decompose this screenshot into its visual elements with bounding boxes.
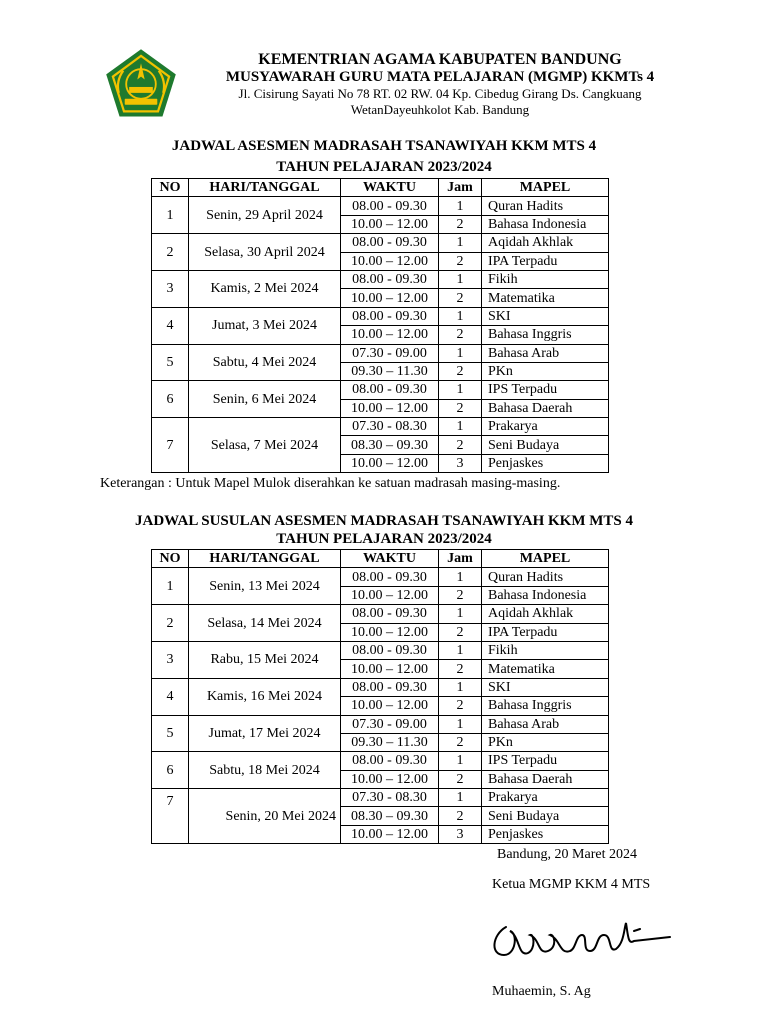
cell-jam: 1	[439, 197, 482, 215]
header-mgmp: MUSYAWARAH GURU MATA PELAJARAN (MGMP) KKMTs 4	[225, 69, 655, 85]
cell-time: 10.00 – 12.00	[341, 215, 439, 233]
cell-date: Jumat, 3 Mei 2024	[189, 307, 341, 344]
cell-mapel: Penjaskes	[482, 454, 609, 472]
col-header-no: NO	[152, 179, 189, 197]
cell-jam: 2	[439, 807, 482, 825]
cell-time: 08.00 - 09.30	[341, 381, 439, 399]
cell-jam: 2	[439, 399, 482, 417]
col-header-time: WAKTU	[341, 179, 439, 197]
table-row	[152, 641, 609, 659]
schedule2-table	[151, 549, 609, 844]
col-header-jam: Jam	[439, 550, 482, 568]
cell-mapel: Bahasa Inggris	[482, 326, 609, 344]
col-header-mapel: MAPEL	[482, 550, 609, 568]
cell-date: Senin, 20 Mei 2024	[189, 789, 341, 844]
cell-no: 1	[152, 568, 189, 605]
cell-mapel: SKI	[482, 678, 609, 696]
cell-mapel: Prakarya	[482, 418, 609, 436]
table-row	[152, 715, 609, 733]
handwritten-signature	[484, 905, 674, 965]
cell-mapel: Bahasa Inggris	[482, 697, 609, 715]
cell-mapel: PKn	[482, 362, 609, 380]
cell-mapel: Matematika	[482, 289, 609, 307]
cell-mapel: IPA Terpadu	[482, 252, 609, 270]
schedule1-title: JADWAL ASESMEN MADRASAH TSANAWIYAH KKM MTS 4	[171, 138, 597, 154]
cell-mapel: IPS Terpadu	[482, 381, 609, 399]
cell-jam: 2	[439, 623, 482, 641]
cell-no: 6	[152, 752, 189, 789]
table-row	[152, 197, 609, 215]
header-address-city: WetanDayeuhkolot Kab. Bandung	[350, 102, 530, 117]
table-row	[152, 418, 609, 436]
cell-no: 6	[152, 381, 189, 418]
cell-jam: 2	[439, 770, 482, 788]
cell-time: 07.30 - 09.00	[341, 344, 439, 362]
cell-mapel: Aqidah Akhlak	[482, 234, 609, 252]
cell-mapel: Aqidah Akhlak	[482, 605, 609, 623]
cell-no: 7	[152, 789, 189, 844]
table-row	[152, 752, 609, 770]
cell-time: 10.00 – 12.00	[341, 399, 439, 417]
cell-date: Selasa, 7 Mei 2024	[189, 418, 341, 473]
cell-time: 10.00 – 12.00	[341, 252, 439, 270]
col-header-jam: Jam	[439, 179, 482, 197]
cell-jam: 1	[439, 344, 482, 362]
cell-date: Selasa, 30 April 2024	[189, 234, 341, 271]
cell-time: 07.30 - 09.00	[341, 715, 439, 733]
cell-mapel: Bahasa Daerah	[482, 770, 609, 788]
cell-time: 08.00 - 09.30	[341, 641, 439, 659]
table-row	[152, 789, 609, 807]
cell-jam: 1	[439, 641, 482, 659]
cell-jam: 1	[439, 568, 482, 586]
cell-no: 7	[152, 418, 189, 473]
table-row	[152, 270, 609, 288]
cell-mapel: Bahasa Arab	[482, 715, 609, 733]
cell-time: 08.00 - 09.30	[341, 568, 439, 586]
table-row	[152, 234, 609, 252]
cell-mapel: Bahasa Indonesia	[482, 215, 609, 233]
cell-no: 1	[152, 197, 189, 234]
col-header-date: HARI/TANGGAL	[189, 179, 341, 197]
cell-time: 10.00 – 12.00	[341, 623, 439, 641]
cell-jam: 2	[439, 326, 482, 344]
table-row	[152, 344, 609, 362]
table-row	[152, 307, 609, 325]
cell-time: 08.00 - 09.30	[341, 605, 439, 623]
cell-jam: 2	[439, 215, 482, 233]
cell-jam: 3	[439, 454, 482, 472]
cell-jam: 2	[439, 733, 482, 751]
cell-no: 3	[152, 270, 189, 307]
cell-jam: 1	[439, 381, 482, 399]
cell-date: Kamis, 2 Mei 2024	[189, 270, 341, 307]
cell-time: 08.00 - 09.30	[341, 307, 439, 325]
cell-time: 08.00 - 09.30	[341, 234, 439, 252]
schedule2-year: TAHUN PELAJARAN 2023/2024	[276, 531, 492, 547]
cell-time: 07.30 - 08.30	[341, 789, 439, 807]
cell-jam: 2	[439, 436, 482, 454]
cell-jam: 2	[439, 252, 482, 270]
cell-no: 5	[152, 715, 189, 752]
cell-time: 10.00 – 12.00	[341, 289, 439, 307]
cell-date: Senin, 29 April 2024	[189, 197, 341, 234]
cell-no: 4	[152, 678, 189, 715]
table-row	[152, 678, 609, 696]
cell-date: Senin, 6 Mei 2024	[189, 381, 341, 418]
schedule2-title: JADWAL SUSULAN ASESMEN MADRASAH TSANAWIYAH KKM MTS 4	[134, 513, 633, 529]
cell-time: 08.00 - 09.30	[341, 752, 439, 770]
cell-mapel: Seni Budaya	[482, 436, 609, 454]
cell-time: 07.30 - 08.30	[341, 418, 439, 436]
cell-date: Sabtu, 18 Mei 2024	[189, 752, 341, 789]
cell-time: 10.00 – 12.00	[341, 660, 439, 678]
cell-jam: 1	[439, 307, 482, 325]
cell-jam: 1	[439, 715, 482, 733]
signature-place-date: Bandung, 20 Maret 2024	[497, 847, 637, 862]
cell-time: 10.00 – 12.00	[341, 697, 439, 715]
cell-mapel: IPS Terpadu	[482, 752, 609, 770]
cell-time: 08.00 - 09.30	[341, 270, 439, 288]
signature-position: Ketua MGMP KKM 4 MTS	[492, 877, 651, 892]
cell-time: 10.00 – 12.00	[341, 770, 439, 788]
cell-date: Kamis, 16 Mei 2024	[189, 678, 341, 715]
cell-mapel: Fikih	[482, 270, 609, 288]
cell-mapel: Seni Budaya	[482, 807, 609, 825]
cell-mapel: Bahasa Arab	[482, 344, 609, 362]
cell-mapel: Penjaskes	[482, 825, 609, 843]
cell-date: Senin, 13 Mei 2024	[189, 568, 341, 605]
cell-jam: 2	[439, 586, 482, 604]
cell-jam: 1	[439, 418, 482, 436]
cell-date: Selasa, 14 Mei 2024	[189, 605, 341, 642]
cell-jam: 1	[439, 678, 482, 696]
signature-name: Muhaemin, S. Ag	[492, 984, 591, 999]
cell-jam: 3	[439, 825, 482, 843]
cell-jam: 2	[439, 362, 482, 380]
cell-time: 10.00 – 12.00	[341, 825, 439, 843]
cell-mapel: Bahasa Indonesia	[482, 586, 609, 604]
cell-jam: 1	[439, 270, 482, 288]
cell-mapel: Matematika	[482, 660, 609, 678]
cell-mapel: IPA Terpadu	[482, 623, 609, 641]
schedule1-year: TAHUN PELAJARAN 2023/2024	[276, 159, 492, 175]
cell-mapel: Bahasa Daerah	[482, 399, 609, 417]
note-text: Keterangan : Untuk Mapel Mulok diserahkan ke satuan madrasah masing-masing.	[100, 476, 561, 491]
cell-mapel: PKn	[482, 733, 609, 751]
cell-no: 3	[152, 641, 189, 678]
col-header-mapel: MAPEL	[482, 179, 609, 197]
schedule1-table	[151, 178, 609, 473]
col-header-time: WAKTU	[341, 550, 439, 568]
cell-time: 09.30 – 11.30	[341, 733, 439, 751]
cell-jam: 1	[439, 752, 482, 770]
cell-jam: 2	[439, 289, 482, 307]
cell-time: 08.00 - 09.30	[341, 678, 439, 696]
cell-mapel: Quran Hadits	[482, 568, 609, 586]
col-header-no: NO	[152, 550, 189, 568]
cell-mapel: Quran Hadits	[482, 197, 609, 215]
table-row	[152, 605, 609, 623]
cell-jam: 2	[439, 697, 482, 715]
cell-jam: 1	[439, 605, 482, 623]
cell-time: 08.30 – 09.30	[341, 436, 439, 454]
cell-time: 09.30 – 11.30	[341, 362, 439, 380]
cell-mapel: Fikih	[482, 641, 609, 659]
cell-time: 10.00 – 12.00	[341, 454, 439, 472]
cell-jam: 1	[439, 234, 482, 252]
cell-time: 10.00 – 12.00	[341, 586, 439, 604]
cell-no: 2	[152, 234, 189, 271]
table-row	[152, 381, 609, 399]
cell-jam: 1	[439, 789, 482, 807]
cell-date: Rabu, 15 Mei 2024	[189, 641, 341, 678]
kemenag-logo-icon	[104, 47, 178, 121]
cell-mapel: Prakarya	[482, 789, 609, 807]
cell-no: 4	[152, 307, 189, 344]
table-row	[152, 568, 609, 586]
cell-no: 5	[152, 344, 189, 381]
table-header-row	[152, 179, 609, 197]
cell-no: 2	[152, 605, 189, 642]
cell-date: Jumat, 17 Mei 2024	[189, 715, 341, 752]
cell-jam: 2	[439, 660, 482, 678]
header-address: Jl. Cisirung Sayati No 78 RT. 02 RW. 04 Kp. Cibedug Girang Ds. Cangkuang	[238, 86, 642, 101]
header-ministry: KEMENTRIAN AGAMA KABUPATEN BANDUNG	[258, 51, 622, 68]
cell-date: Sabtu, 4 Mei 2024	[189, 344, 341, 381]
table-header-row	[152, 550, 609, 568]
cell-mapel: SKI	[482, 307, 609, 325]
cell-time: 08.00 - 09.30	[341, 197, 439, 215]
cell-time: 08.30 – 09.30	[341, 807, 439, 825]
cell-time: 10.00 – 12.00	[341, 326, 439, 344]
col-header-date: HARI/TANGGAL	[189, 550, 341, 568]
